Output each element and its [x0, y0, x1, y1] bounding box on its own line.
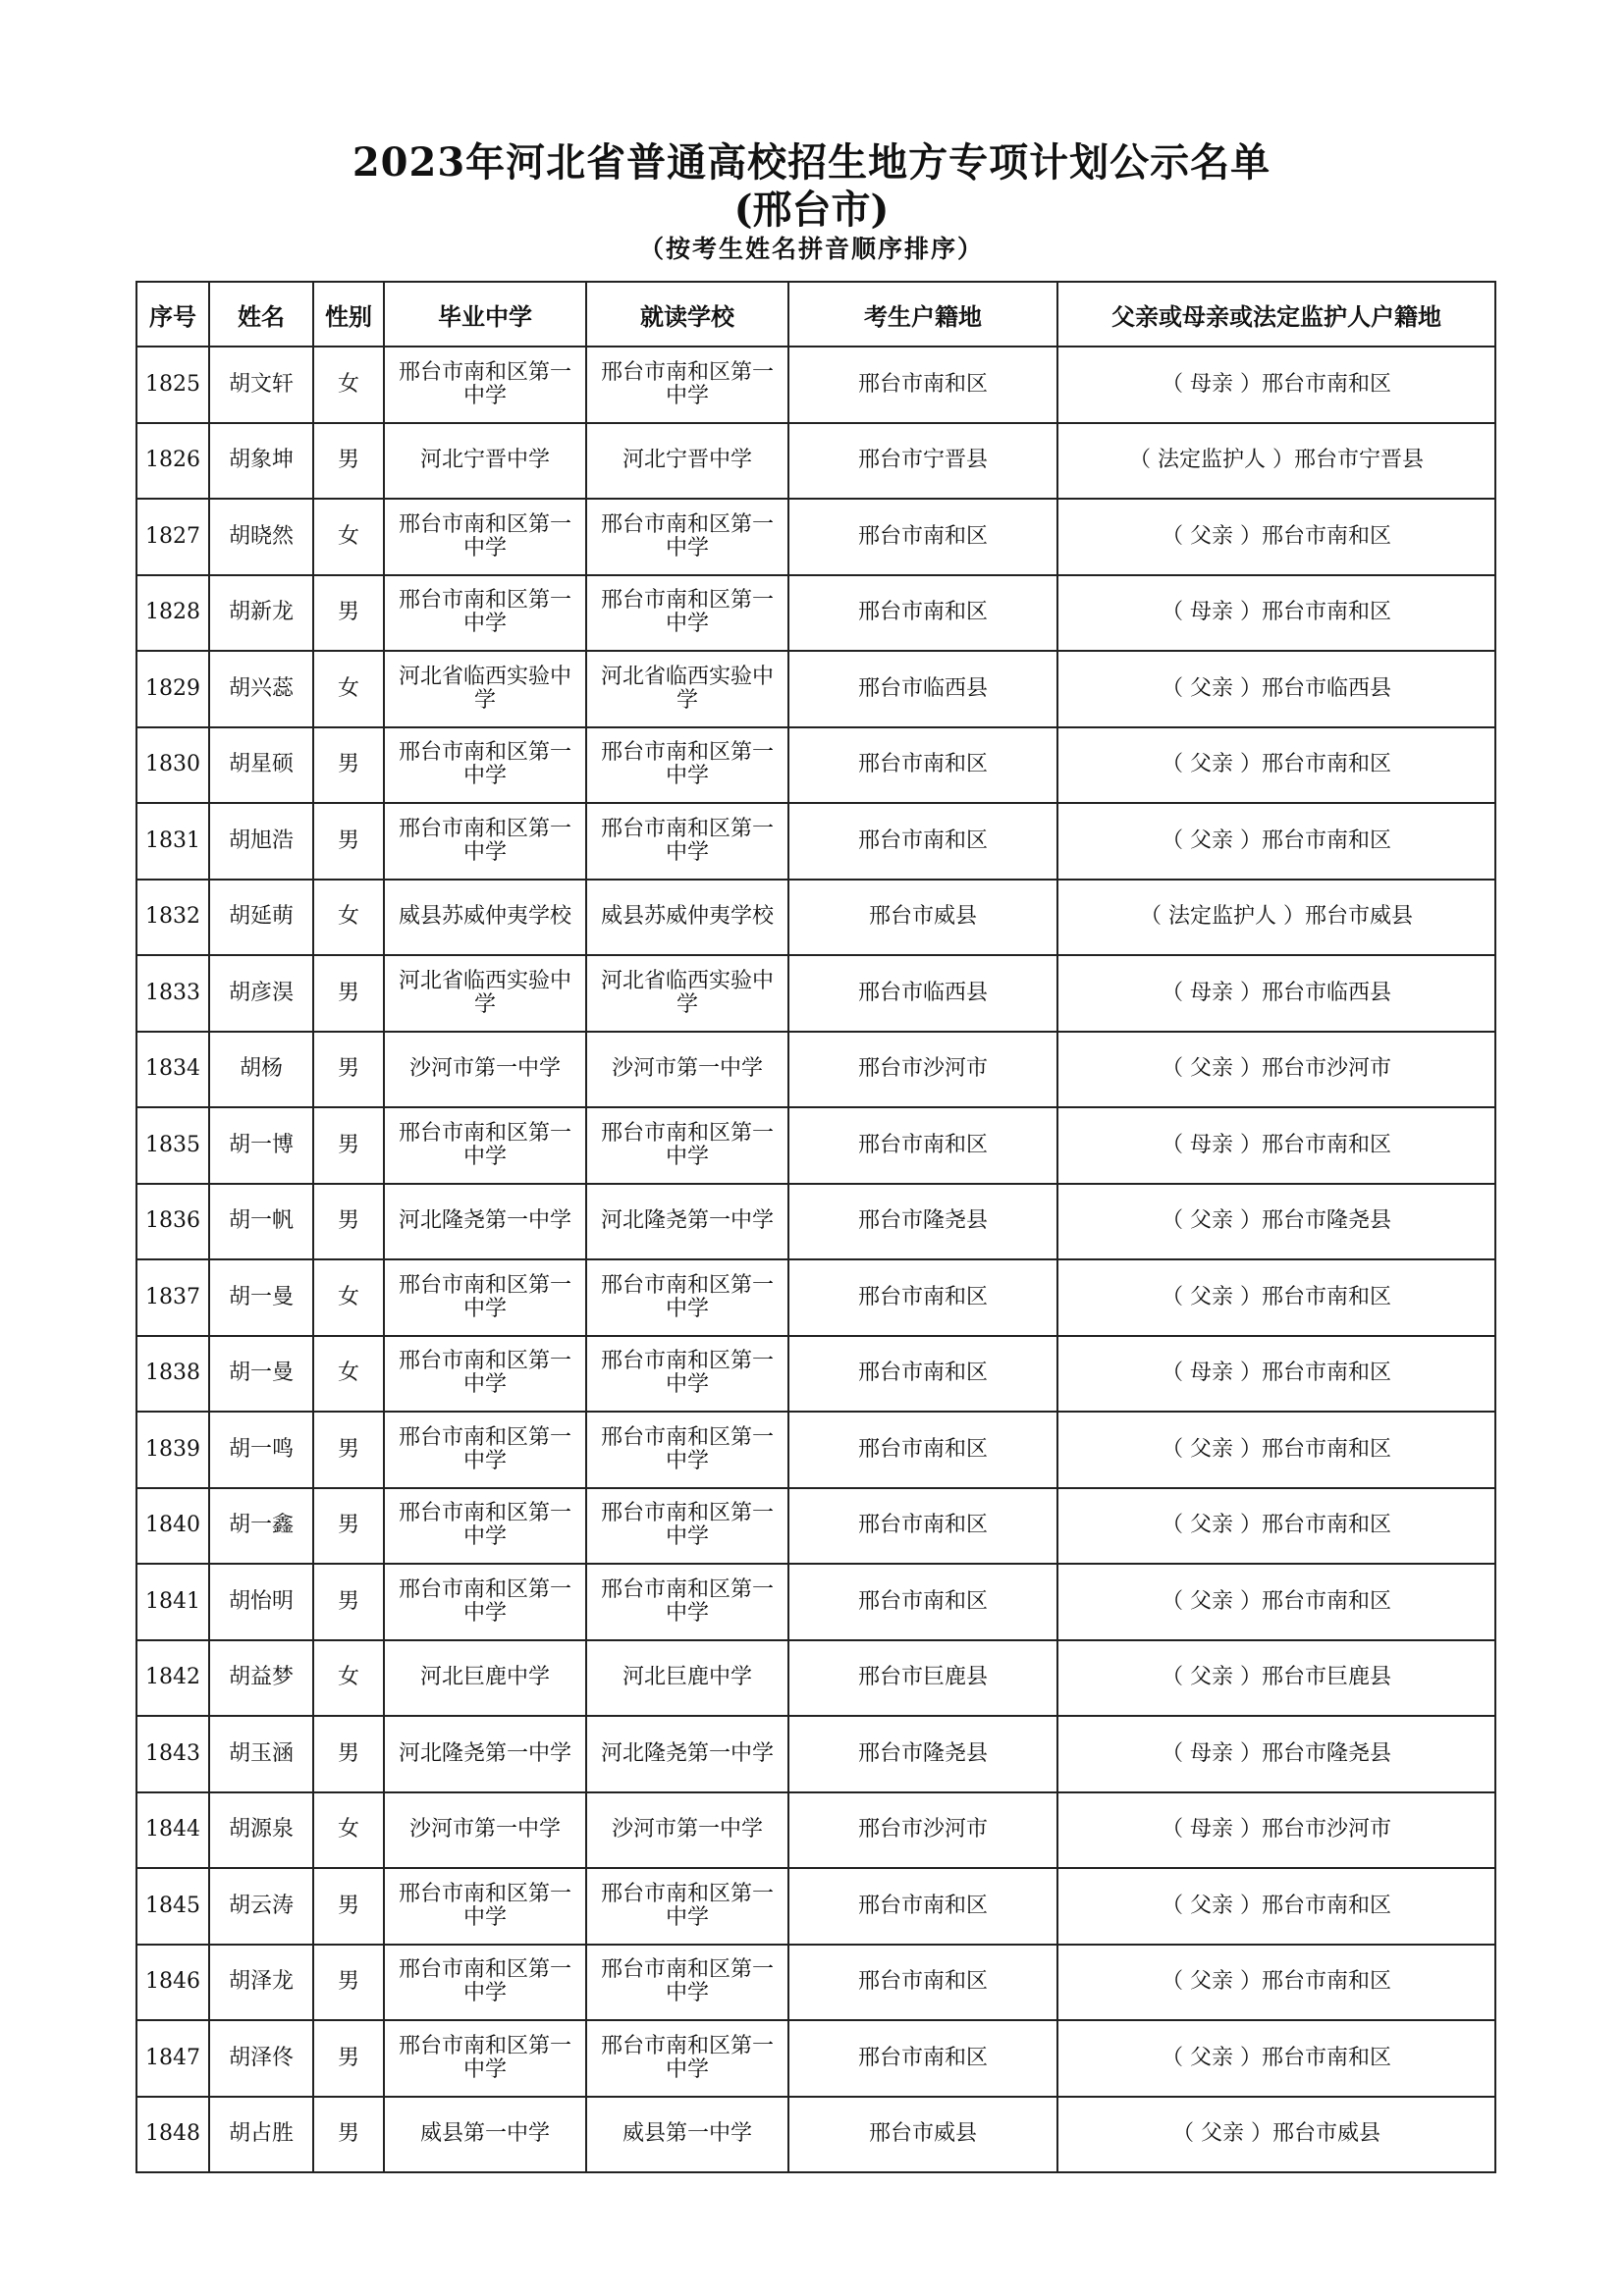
- cell-name: 胡一鸣: [209, 1412, 313, 1488]
- column-header-residence: 考生户籍地: [788, 282, 1057, 347]
- cell-current-school: 邢台市南和区第一中学: [586, 347, 788, 423]
- cell-residence: 邢台市南和区: [788, 347, 1057, 423]
- cell-name: 胡象坤: [209, 423, 313, 500]
- cell-grad-school: 河北省临西实验中学: [384, 651, 586, 727]
- cell-residence: 邢台市南和区: [788, 727, 1057, 804]
- cell-residence: 邢台市南和区: [788, 1945, 1057, 2021]
- cell-grad-school: 沙河市第一中学: [384, 1792, 586, 1869]
- cell-seq: 1834: [136, 1032, 209, 1108]
- cell-seq: 1830: [136, 727, 209, 804]
- cell-name: 胡益梦: [209, 1640, 313, 1717]
- cell-gender: 男: [313, 1488, 384, 1565]
- cell-name: 胡一曼: [209, 1259, 313, 1336]
- cell-residence: 邢台市南和区: [788, 803, 1057, 880]
- cell-grad-school: 邢台市南和区第一中学: [384, 1868, 586, 1945]
- cell-current-school: 邢台市南和区第一中学: [586, 727, 788, 804]
- cell-seq: 1846: [136, 1945, 209, 2021]
- cell-gender: 女: [313, 880, 384, 956]
- cell-guardian: （ 母亲 ）邢台市沙河市: [1057, 1792, 1495, 1869]
- cell-current-school: 邢台市南和区第一中学: [586, 803, 788, 880]
- cell-seq: 1831: [136, 803, 209, 880]
- cell-current-school: 邢台市南和区第一中学: [586, 1412, 788, 1488]
- page-title: 2023年河北省普通高校招生地方专项计划公示名单: [352, 139, 1271, 186]
- cell-seq: 1825: [136, 347, 209, 423]
- cell-grad-school: 河北巨鹿中学: [384, 1640, 586, 1717]
- table-row: [136, 1792, 1495, 1869]
- cell-grad-school: 沙河市第一中学: [384, 1032, 586, 1108]
- cell-current-school: 河北省临西实验中学: [586, 955, 788, 1032]
- cell-grad-school: 邢台市南和区第一中学: [384, 1107, 586, 1184]
- cell-current-school: 邢台市南和区第一中学: [586, 1107, 788, 1184]
- cell-current-school: 河北巨鹿中学: [586, 1640, 788, 1717]
- cell-guardian: （ 父亲 ）邢台市南和区: [1057, 1488, 1495, 1565]
- cell-grad-school: 河北隆尧第一中学: [384, 1184, 586, 1260]
- table-row: [136, 1336, 1495, 1413]
- table-row: [136, 499, 1495, 575]
- cell-seq: 1829: [136, 651, 209, 727]
- cell-residence: 邢台市隆尧县: [788, 1184, 1057, 1260]
- cell-gender: 男: [313, 1945, 384, 2021]
- cell-current-school: 邢台市南和区第一中学: [586, 1259, 788, 1336]
- cell-seq: 1832: [136, 880, 209, 956]
- cell-seq: 1842: [136, 1640, 209, 1717]
- cell-grad-school: 河北宁晋中学: [384, 423, 586, 500]
- cell-grad-school: 邢台市南和区第一中学: [384, 1945, 586, 2021]
- cell-seq: 1835: [136, 1107, 209, 1184]
- table-header-row: [136, 282, 1495, 347]
- cell-name: 胡旭浩: [209, 803, 313, 880]
- cell-residence: 邢台市南和区: [788, 1868, 1057, 1945]
- table-row: [136, 1412, 1495, 1488]
- cell-guardian: （ 父亲 ）邢台市南和区: [1057, 1412, 1495, 1488]
- cell-residence: 邢台市南和区: [788, 1107, 1057, 1184]
- cell-guardian: （ 母亲 ）邢台市南和区: [1057, 1336, 1495, 1413]
- cell-current-school: 沙河市第一中学: [586, 1792, 788, 1869]
- column-header-current-school: 就读学校: [586, 282, 788, 347]
- cell-name: 胡怡明: [209, 1564, 313, 1640]
- table-row: [136, 2097, 1495, 2173]
- cell-residence: 邢台市南和区: [788, 1336, 1057, 1413]
- cell-gender: 男: [313, 2020, 384, 2097]
- table-row: [136, 347, 1495, 423]
- cell-guardian: （ 母亲 ）邢台市南和区: [1057, 1107, 1495, 1184]
- cell-grad-school: 邢台市南和区第一中学: [384, 1336, 586, 1413]
- cell-name: 胡文轩: [209, 347, 313, 423]
- cell-current-school: 邢台市南和区第一中学: [586, 2020, 788, 2097]
- cell-current-school: 邢台市南和区第一中学: [586, 1488, 788, 1565]
- cell-seq: 1828: [136, 575, 209, 652]
- cell-seq: 1839: [136, 1412, 209, 1488]
- cell-gender: 女: [313, 1640, 384, 1717]
- cell-grad-school: 邢台市南和区第一中学: [384, 347, 586, 423]
- cell-guardian: （ 母亲 ）邢台市南和区: [1057, 347, 1495, 423]
- table-row: [136, 955, 1495, 1032]
- cell-guardian: （ 父亲 ）邢台市南和区: [1057, 1868, 1495, 1945]
- table-row: [136, 1184, 1495, 1260]
- cell-grad-school: 邢台市南和区第一中学: [384, 2020, 586, 2097]
- cell-name: 胡星硕: [209, 727, 313, 804]
- table-row: [136, 1259, 1495, 1336]
- cell-gender: 男: [313, 1184, 384, 1260]
- table-row: [136, 727, 1495, 804]
- cell-name: 胡占胜: [209, 2097, 313, 2173]
- table-row: [136, 575, 1495, 652]
- cell-grad-school: 威县第一中学: [384, 2097, 586, 2173]
- cell-seq: 1833: [136, 955, 209, 1032]
- cell-seq: 1837: [136, 1259, 209, 1336]
- cell-seq: 1843: [136, 1716, 209, 1792]
- cell-gender: 男: [313, 1412, 384, 1488]
- cell-current-school: 河北隆尧第一中学: [586, 1716, 788, 1792]
- cell-guardian: （ 父亲 ）邢台市南和区: [1057, 803, 1495, 880]
- cell-seq: 1827: [136, 499, 209, 575]
- cell-seq: 1838: [136, 1336, 209, 1413]
- table-row: [136, 423, 1495, 500]
- sort-note: （按考生姓名拼音顺序排序）: [638, 235, 984, 263]
- table-row: [136, 1488, 1495, 1565]
- cell-name: 胡云涛: [209, 1868, 313, 1945]
- cell-gender: 男: [313, 955, 384, 1032]
- cell-gender: 女: [313, 651, 384, 727]
- cell-guardian: （ 父亲 ）邢台市南和区: [1057, 1259, 1495, 1336]
- cell-seq: 1836: [136, 1184, 209, 1260]
- cell-guardian: （ 父亲 ）邢台市临西县: [1057, 651, 1495, 727]
- cell-gender: 女: [313, 499, 384, 575]
- cell-guardian: （ 父亲 ）邢台市南和区: [1057, 727, 1495, 804]
- cell-gender: 男: [313, 575, 384, 652]
- cell-residence: 邢台市南和区: [788, 1259, 1057, 1336]
- cell-current-school: 邢台市南和区第一中学: [586, 1945, 788, 2021]
- cell-name: 胡一曼: [209, 1336, 313, 1413]
- cell-name: 胡新龙: [209, 575, 313, 652]
- cell-gender: 女: [313, 347, 384, 423]
- cell-gender: 男: [313, 727, 384, 804]
- table-row: [136, 1868, 1495, 1945]
- cell-name: 胡一帆: [209, 1184, 313, 1260]
- cell-gender: 男: [313, 423, 384, 500]
- cell-gender: 女: [313, 1259, 384, 1336]
- cell-guardian: （ 父亲 ）邢台市沙河市: [1057, 1032, 1495, 1108]
- cell-guardian: （ 父亲 ）邢台市南和区: [1057, 2020, 1495, 2097]
- cell-current-school: 威县第一中学: [586, 2097, 788, 2173]
- cell-residence: 邢台市威县: [788, 880, 1057, 956]
- cell-residence: 邢台市南和区: [788, 575, 1057, 652]
- column-header-name: 姓名: [209, 282, 313, 347]
- cell-seq: 1844: [136, 1792, 209, 1869]
- cell-name: 胡兴蕊: [209, 651, 313, 727]
- cell-grad-school: 邢台市南和区第一中学: [384, 727, 586, 804]
- table-row: [136, 1564, 1495, 1640]
- cell-residence: 邢台市南和区: [788, 499, 1057, 575]
- cell-gender: 女: [313, 1792, 384, 1869]
- cell-gender: 男: [313, 2097, 384, 2173]
- table-row: [136, 1640, 1495, 1717]
- table-row: [136, 1945, 1495, 2021]
- cell-current-school: 沙河市第一中学: [586, 1032, 788, 1108]
- cell-seq: 1826: [136, 423, 209, 500]
- cell-name: 胡泽佟: [209, 2020, 313, 2097]
- roster-table: [135, 281, 1496, 2173]
- cell-grad-school: 河北隆尧第一中学: [384, 1716, 586, 1792]
- cell-residence: 邢台市南和区: [788, 1564, 1057, 1640]
- cell-name: 胡一博: [209, 1107, 313, 1184]
- cell-seq: 1840: [136, 1488, 209, 1565]
- cell-name: 胡延萌: [209, 880, 313, 956]
- cell-name: 胡杨: [209, 1032, 313, 1108]
- cell-gender: 男: [313, 1032, 384, 1108]
- column-header-gender: 性别: [313, 282, 384, 347]
- cell-name: 胡玉涵: [209, 1716, 313, 1792]
- table-body: [136, 347, 1495, 2172]
- cell-grad-school: 邢台市南和区第一中学: [384, 1259, 586, 1336]
- cell-residence: 邢台市威县: [788, 2097, 1057, 2173]
- cell-grad-school: 邢台市南和区第一中学: [384, 1412, 586, 1488]
- cell-guardian: （ 母亲 ）邢台市南和区: [1057, 575, 1495, 652]
- cell-current-school: 邢台市南和区第一中学: [586, 575, 788, 652]
- cell-seq: 1847: [136, 2020, 209, 2097]
- table-row: [136, 1107, 1495, 1184]
- cell-guardian: （ 法定监护人 ）邢台市威县: [1057, 880, 1495, 956]
- cell-grad-school: 邢台市南和区第一中学: [384, 499, 586, 575]
- cell-grad-school: 威县苏威仲夷学校: [384, 880, 586, 956]
- cell-residence: 邢台市南和区: [788, 2020, 1057, 2097]
- column-header-seq: 序号: [136, 282, 209, 347]
- cell-residence: 邢台市临西县: [788, 955, 1057, 1032]
- cell-residence: 邢台市宁晋县: [788, 423, 1057, 500]
- cell-current-school: 邢台市南和区第一中学: [586, 1564, 788, 1640]
- table-row: [136, 2020, 1495, 2097]
- cell-residence: 邢台市沙河市: [788, 1792, 1057, 1869]
- cell-seq: 1845: [136, 1868, 209, 1945]
- cell-grad-school: 邢台市南和区第一中学: [384, 803, 586, 880]
- cell-gender: 男: [313, 803, 384, 880]
- cell-guardian: （ 母亲 ）邢台市临西县: [1057, 955, 1495, 1032]
- cell-residence: 邢台市巨鹿县: [788, 1640, 1057, 1717]
- cell-name: 胡泽龙: [209, 1945, 313, 2021]
- cell-residence: 邢台市南和区: [788, 1412, 1057, 1488]
- cell-name: 胡彦淏: [209, 955, 313, 1032]
- cell-seq: 1848: [136, 2097, 209, 2173]
- cell-current-school: 河北宁晋中学: [586, 423, 788, 500]
- cell-grad-school: 邢台市南和区第一中学: [384, 1488, 586, 1565]
- table-row: [136, 651, 1495, 727]
- cell-guardian: （ 父亲 ）邢台市南和区: [1057, 1945, 1495, 2021]
- table-row: [136, 880, 1495, 956]
- cell-gender: 女: [313, 1336, 384, 1413]
- cell-gender: 男: [313, 1564, 384, 1640]
- cell-grad-school: 邢台市南和区第一中学: [384, 1564, 586, 1640]
- cell-guardian: （ 父亲 ）邢台市南和区: [1057, 1564, 1495, 1640]
- column-header-guardian: 父亲或母亲或法定监护人户籍地: [1057, 282, 1495, 347]
- cell-residence: 邢台市沙河市: [788, 1032, 1057, 1108]
- cell-current-school: 邢台市南和区第一中学: [586, 499, 788, 575]
- cell-grad-school: 邢台市南和区第一中学: [384, 575, 586, 652]
- cell-grad-school: 河北省临西实验中学: [384, 955, 586, 1032]
- cell-guardian: （ 父亲 ）邢台市隆尧县: [1057, 1184, 1495, 1260]
- cell-guardian: （ 父亲 ）邢台市南和区: [1057, 499, 1495, 575]
- cell-current-school: 威县苏威仲夷学校: [586, 880, 788, 956]
- cell-current-school: 河北省临西实验中学: [586, 651, 788, 727]
- cell-name: 胡晓然: [209, 499, 313, 575]
- cell-residence: 邢台市南和区: [788, 1488, 1057, 1565]
- page-subtitle: (邢台市): [733, 187, 890, 233]
- cell-guardian: （ 父亲 ）邢台市巨鹿县: [1057, 1640, 1495, 1717]
- cell-gender: 男: [313, 1868, 384, 1945]
- cell-seq: 1841: [136, 1564, 209, 1640]
- table-row: [136, 1716, 1495, 1792]
- cell-gender: 男: [313, 1716, 384, 1792]
- table-row: [136, 803, 1495, 880]
- cell-guardian: （ 法定监护人 ）邢台市宁晋县: [1057, 423, 1495, 500]
- cell-residence: 邢台市隆尧县: [788, 1716, 1057, 1792]
- cell-current-school: 邢台市南和区第一中学: [586, 1336, 788, 1413]
- cell-name: 胡源泉: [209, 1792, 313, 1869]
- cell-guardian: （ 父亲 ）邢台市威县: [1057, 2097, 1495, 2173]
- table-row: [136, 1032, 1495, 1108]
- cell-guardian: （ 母亲 ）邢台市隆尧县: [1057, 1716, 1495, 1792]
- column-header-grad-school: 毕业中学: [384, 282, 586, 347]
- cell-current-school: 邢台市南和区第一中学: [586, 1868, 788, 1945]
- cell-name: 胡一鑫: [209, 1488, 313, 1565]
- cell-gender: 男: [313, 1107, 384, 1184]
- cell-current-school: 河北隆尧第一中学: [586, 1184, 788, 1260]
- cell-residence: 邢台市临西县: [788, 651, 1057, 727]
